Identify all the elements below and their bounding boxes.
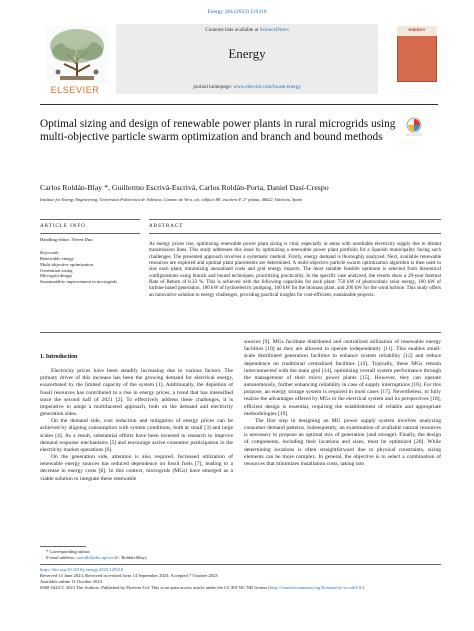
- keyword: Generation sizing: [40, 267, 73, 273]
- publication-info: [40, 567, 441, 591]
- right-text-column: [244, 339, 441, 468]
- journal-name: Energy: [228, 46, 266, 61]
- paragraph: On the generation side, attention is also required. Increased utilization of renewable energy sources has reduced dependence on fossil fuels [7], leading to a decrease in energy costs [8]. In this context, microgrids (MGs) have emerged as a viable solution to integrate these renewable: [40, 454, 233, 482]
- paragraph: Electricity prices have been steadily increasing due to various factors. The primary driver of this increase has been the growing demand for electrical energy, exacerbated by the limited capacity of the system [1]. Additionally, the depletion of fossil resources has contributed to a rise in energy prices, a trend that has intensified since the second half of 2021 [2]. To effectively address these challenges, it is imperative to adopt a multifaceted approach, both on the demand and electricity generation sides.: [40, 368, 233, 418]
- license-text: 0360-5442/© 2023 The Authors. Published by Elsevier Ltd. This is an open access article under the CC BY-NC-ND license (: [40, 585, 270, 591]
- homepage-link[interactable]: www.elsevier.com/locate/energy: [233, 84, 301, 90]
- section-heading-introduction: 1. Introduction: [40, 354, 78, 360]
- abstract-text: As energy prices rise, optimizing renewable power plant sizing is vital, especially in areas with unreliable electricity supply due to distant transmission lines. This study addresses this issue by optimizing a renewable power plant portfolio for a Spanish municipality facing such challenges. The presented approach involves a systematic method. Firstly, energy demand is thoroughly analyzed. Next, available renewable resources are explored and optimal plant placements are determined. A multi-objective particle swarm optimization algorithm is then used to size each plant, minimizing annualized costs and grid energy imports. The most suitable feasible optimum is selected from theoretical configurations using branch and bound techniques, prioritizing practicality. In the specific case analyzed, the results show a 20-year Internal Rate of Return of 8.33 %. This is achieved with the following capacities for each plant: 750 kW of photovoltaic solar energy, 160 kW of turbine-based generation, 180 kW of hydroelectric pumping, 160 kW for the biomass plant, and 200 kW for the wind turbine. This study offers an innovative solution to energy challenges, providing practical insights for cost-efficient, sustainable projects.: [149, 241, 441, 298]
- received-dates: Received 13 June 2023; Received in revised form 14 September 2023; Accepted 7 October 2023: [40, 573, 218, 579]
- left-text-column: [40, 368, 233, 483]
- article-title: Optimal sizing and design of renewable power plants in rural microgrids using multi-objective particle swarm optimization and branch and bound methods: [40, 118, 396, 143]
- paragraph: On the demand side, cost reduction and mitigation of energy prices can be achieved by aligning consumption with system conditions, both at small [3] and large scales [4]. As a result, substantial efforts have been invested in research to improve demand response mechanisms [5] and encourage active consumer participation in the electricity market operations [6].: [40, 418, 233, 453]
- elsevier-wordmark: ELSEVIER: [50, 85, 100, 95]
- homepage-line: [116, 84, 378, 90]
- keyword: Sustainability improvement in microgrids: [40, 279, 117, 285]
- license-link[interactable]: http://creativecommons.org/licenses/by-nc-nd/4.0/: [269, 585, 363, 591]
- doi-rule: [40, 564, 441, 565]
- keyword: Renewable energy: [40, 256, 74, 261]
- article-info-rule: [40, 219, 140, 220]
- contents-prefix: Contents lists available at: [205, 27, 259, 33]
- article-info-heading: ARTICLE INFO: [40, 223, 86, 229]
- keyword: Microgrid design: [40, 273, 72, 279]
- header-rule: [40, 104, 438, 105]
- keywords-label: Keywords:: [40, 250, 60, 255]
- contents-line: [116, 27, 378, 33]
- elsevier-tree-logo: [40, 24, 114, 94]
- check-for-updates-icon[interactable]: [404, 116, 424, 138]
- paragraph: sources [9]. MGs facilitate distributed and centralized utilization of renewable energy facilities [10] as they are allowed to operate independently [11]. This enables small-scale distributed generation facilities to enhance system reliability [12] and reduce dependence on traditional centralized facilities [13]. Typically, these MGs remain interconnected with the main grid [14], optimizing overall system performance through the management of their micro power plants [15]. However, they can operate autonomously, further enhancing reliability in case of supply interruptions [16]. For this purpose, an energy storage system is required in most cases [17]. Nevertheless, to fully realize the advantages offered by MGs to the electrical system and its perspectives [18], efficient design is essential, requiring the establishment of reliable and appropriate methodologies [19].: [244, 339, 441, 417]
- affiliation: Institute for Energy Engineering, Universitat Politècnica de València, Camino de Vera, s/n, edificio 8E, escalera F, 2° planta, 46022, Valencia, Spain: [40, 197, 303, 202]
- license-end: ).: [362, 585, 366, 591]
- email-owner: (C. Roldán-Blay).: [114, 555, 148, 561]
- abstract-heading: ABSTRACT: [149, 223, 184, 229]
- homepage-prefix: journal homepage:: [193, 84, 232, 90]
- email-link[interactable]: carrolbl@die.upv.es: [76, 555, 114, 561]
- journal-citation[interactable]: Energy 284 (2023) 129318: [207, 9, 267, 15]
- abstract-subrule: [149, 233, 441, 234]
- article-info-subrule: [40, 233, 140, 234]
- cover-title: ENERGY: [408, 27, 426, 32]
- keyword: Multi-objective optimization: [40, 261, 93, 267]
- paragraph: The first step in designing an MG power supply system involves analyzing consumer demand patterns. Subsequently, an examination of available natural resources is necessary to propose an optimal mix of generation (and storage). Finally, the design of components, including their locations and sizes, must be optimized [20]. While determining locations is often straightforward due to physical constraints, sizing elements can be more complex. In general, the objective is to select a combination of resources that minimizes installation costs, taking into: [244, 417, 441, 467]
- keyword-list: [40, 256, 145, 285]
- corresponding-author-note: * Corresponding author.: [46, 549, 91, 554]
- email-line: [40, 555, 441, 561]
- sciencedirect-link[interactable]: ScienceDirect: [259, 27, 289, 33]
- abstract-rule: [149, 219, 441, 220]
- doi-link[interactable]: https://doi.org/10.1016/j.energy.2023.129318: [40, 567, 124, 572]
- footnotes: [40, 549, 441, 561]
- available-online: Available online 11 October 2023: [40, 579, 102, 585]
- front-matter-rule: [40, 332, 441, 333]
- handling-editor: Handling editor: Neven Duic: [40, 237, 94, 242]
- license-line: [40, 585, 441, 591]
- email-label: E-mail address:: [46, 555, 76, 561]
- author-list: Carlos Roldán-Blay *, Guillermo Escrivá-Escrivá, Carlos Roldán-Porta, Daniel Dasí-Crespo: [40, 183, 329, 192]
- footnote-rule: [40, 546, 86, 547]
